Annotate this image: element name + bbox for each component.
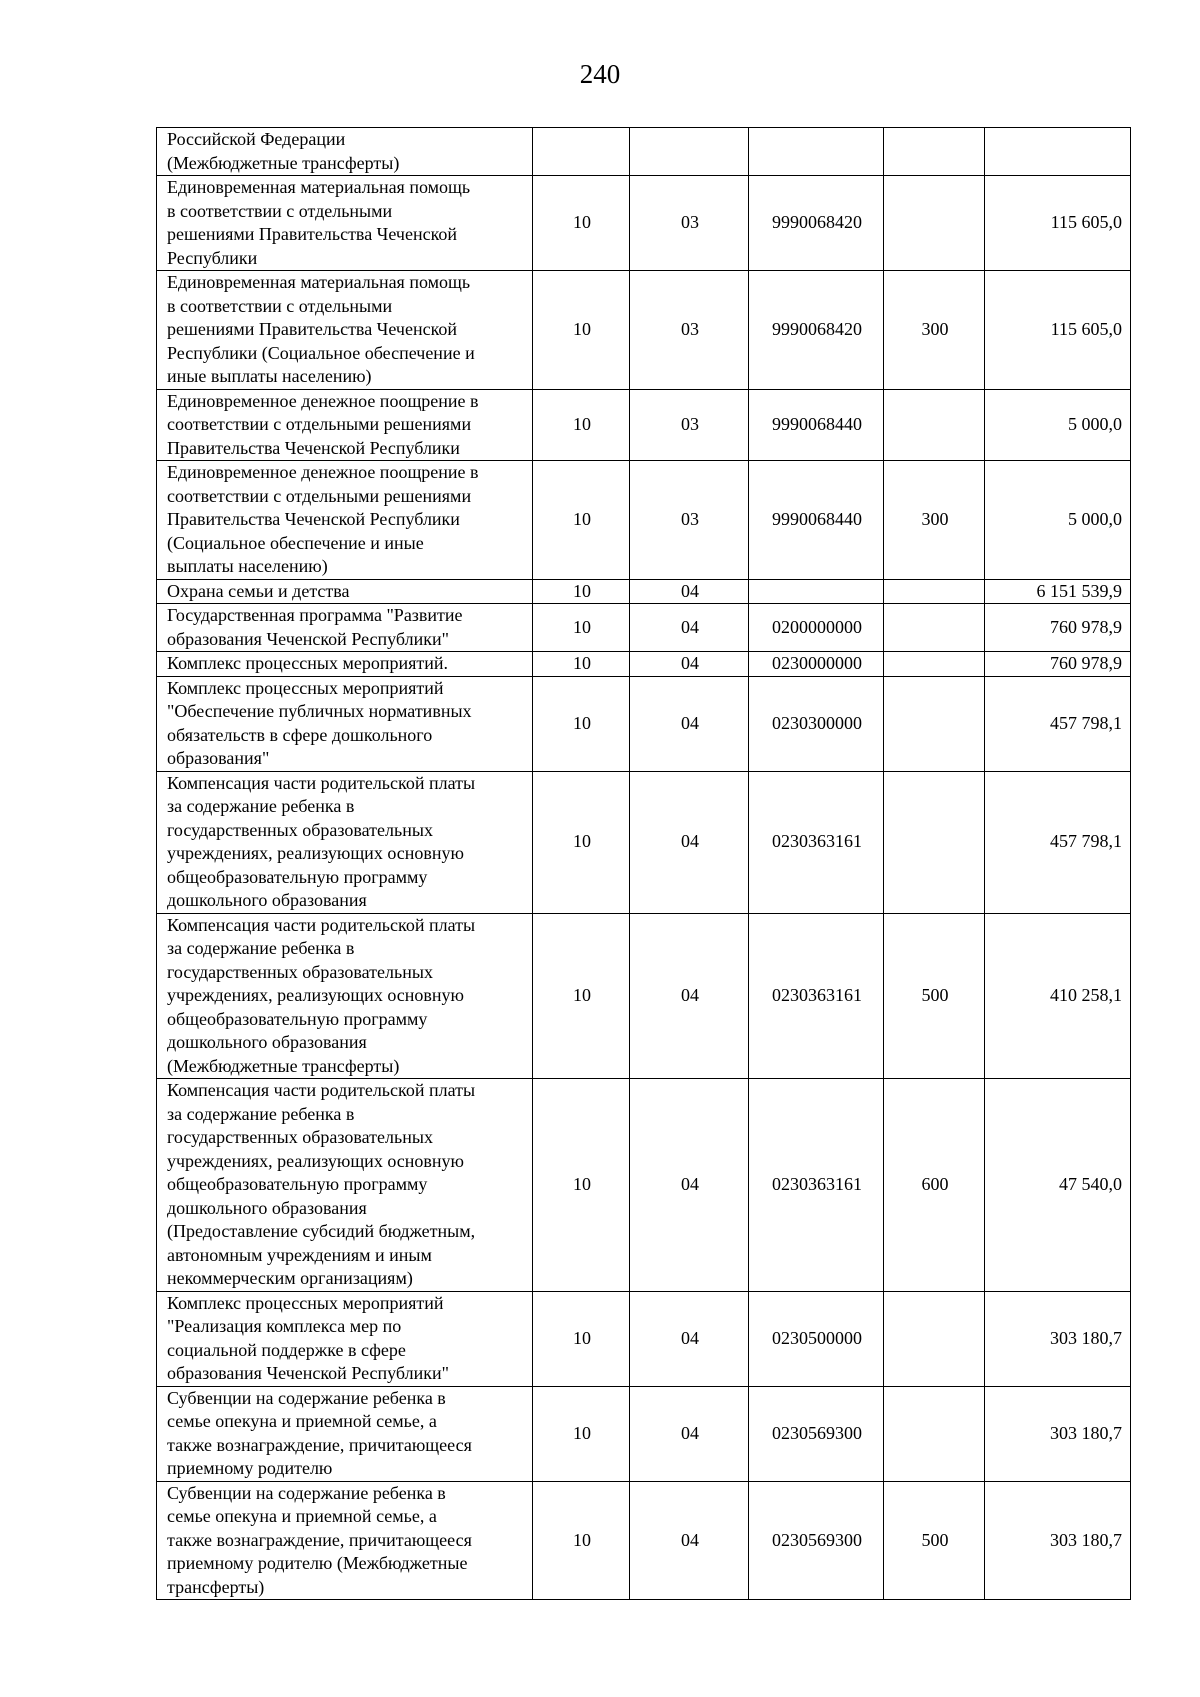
row-name-cell: Комплекс процессных мероприятий "Реализация комплекса мер по социальной поддержке в сфере образования Чеченской Республики" [157, 1291, 533, 1386]
row-section-cell: 10 [533, 389, 630, 461]
row-section-cell: 10 [533, 1291, 630, 1386]
row-name-cell: Комплекс процессных мероприятий "Обеспечение публичных нормативных обязательств в сфере дошкольного образования" [157, 676, 533, 771]
row-section-cell: 10 [533, 913, 630, 1079]
budget-table [156, 127, 1131, 1600]
row-subsection-cell: 04 [630, 652, 749, 677]
row-name-cell: Единовременное денежное поощрение в соответствии с отдельными решениями Правительства Чеченской Республики (Социальное обеспечение и иные выплаты населению) [157, 461, 533, 580]
row-amount-cell: 6 151 539,9 [985, 579, 1131, 604]
row-subsection-cell: 03 [630, 176, 749, 271]
row-expense-type-cell [884, 176, 985, 271]
table-row [157, 1291, 1131, 1386]
row-amount-cell: 115 605,0 [985, 176, 1131, 271]
row-subsection-cell: 04 [630, 604, 749, 652]
table-row [157, 771, 1131, 913]
row-amount-cell: 5 000,0 [985, 461, 1131, 580]
row-subsection-cell: 04 [630, 1079, 749, 1292]
row-section-cell: 10 [533, 1079, 630, 1292]
row-target-code-cell: 0200000000 [749, 604, 884, 652]
row-name-cell: Охрана семьи и детства [157, 579, 533, 604]
row-amount-cell: 303 180,7 [985, 1291, 1131, 1386]
row-target-code-cell: 0230500000 [749, 1291, 884, 1386]
table-row [157, 461, 1131, 580]
row-subsection-cell [630, 128, 749, 176]
row-subsection-cell: 04 [630, 579, 749, 604]
table-row [157, 1386, 1131, 1481]
row-target-code-cell: 0230000000 [749, 652, 884, 677]
row-subsection-cell: 04 [630, 1481, 749, 1600]
row-name-cell: Субвенции на содержание ребенка в семье опекуна и приемной семье, а также вознаграждение, причитающееся приемному родителю [157, 1386, 533, 1481]
row-target-code-cell: 0230300000 [749, 676, 884, 771]
row-target-code-cell: 0230569300 [749, 1386, 884, 1481]
row-amount-cell: 457 798,1 [985, 676, 1131, 771]
row-amount-cell: 457 798,1 [985, 771, 1131, 913]
row-amount-cell: 303 180,7 [985, 1481, 1131, 1600]
row-expense-type-cell [884, 389, 985, 461]
row-section-cell: 10 [533, 271, 630, 390]
row-section-cell: 10 [533, 579, 630, 604]
row-section-cell: 10 [533, 1386, 630, 1481]
table-row [157, 604, 1131, 652]
row-target-code-cell: 0230363161 [749, 1079, 884, 1292]
row-expense-type-cell [884, 1386, 985, 1481]
row-name-cell: Компенсация части родительской платы за содержание ребенка в государственных образовательных учреждениях, реализующих основную общеобразовательную программу дошкольного образования (Предоставление субсидий бюджетным, автономным учреждениям и иным некоммерческим организациям) [157, 1079, 533, 1292]
table-row [157, 128, 1131, 176]
row-amount-cell: 47 540,0 [985, 1079, 1131, 1292]
row-name-cell: Единовременная материальная помощь в соответствии с отдельными решениями Правительства Чеченской Республики (Социальное обеспечение и иные выплаты населению) [157, 271, 533, 390]
row-target-code-cell: 9990068440 [749, 389, 884, 461]
row-target-code-cell: 9990068420 [749, 271, 884, 390]
row-amount-cell: 760 978,9 [985, 604, 1131, 652]
row-subsection-cell: 04 [630, 1386, 749, 1481]
row-section-cell: 10 [533, 604, 630, 652]
row-name-cell: Государственная программа "Развитие образования Чеченской Республики" [157, 604, 533, 652]
row-expense-type-cell [884, 1291, 985, 1386]
table-row [157, 176, 1131, 271]
page-number: 240 [579, 59, 621, 89]
row-amount-cell [985, 128, 1131, 176]
row-subsection-cell: 04 [630, 676, 749, 771]
row-amount-cell: 5 000,0 [985, 389, 1131, 461]
row-target-code-cell: 9990068420 [749, 176, 884, 271]
row-section-cell: 10 [533, 652, 630, 677]
row-subsection-cell: 04 [630, 1291, 749, 1386]
row-section-cell: 10 [533, 461, 630, 580]
row-target-code-cell [749, 128, 884, 176]
row-target-code-cell: 0230569300 [749, 1481, 884, 1600]
row-amount-cell: 410 258,1 [985, 913, 1131, 1079]
row-expense-type-cell: 500 [884, 913, 985, 1079]
budget-table-body [157, 128, 1131, 1600]
row-target-code-cell [749, 579, 884, 604]
row-expense-type-cell: 300 [884, 461, 985, 580]
row-amount-cell: 760 978,9 [985, 652, 1131, 677]
row-section-cell: 10 [533, 176, 630, 271]
row-expense-type-cell [884, 604, 985, 652]
row-subsection-cell: 03 [630, 389, 749, 461]
row-expense-type-cell [884, 676, 985, 771]
row-expense-type-cell: 300 [884, 271, 985, 390]
row-expense-type-cell [884, 771, 985, 913]
table-row [157, 913, 1131, 1079]
row-section-cell: 10 [533, 1481, 630, 1600]
row-name-cell: Комплекс процессных мероприятий. [157, 652, 533, 677]
table-row [157, 1481, 1131, 1600]
row-expense-type-cell [884, 579, 985, 604]
row-subsection-cell: 04 [630, 771, 749, 913]
row-amount-cell: 303 180,7 [985, 1386, 1131, 1481]
row-name-cell: Единовременная материальная помощь в соответствии с отдельными решениями Правительства Чеченской Республики [157, 176, 533, 271]
row-subsection-cell: 03 [630, 271, 749, 390]
row-amount-cell: 115 605,0 [985, 271, 1131, 390]
table-row [157, 676, 1131, 771]
row-section-cell: 10 [533, 676, 630, 771]
row-name-cell: Компенсация части родительской платы за содержание ребенка в государственных образовательных учреждениях, реализующих основную общеобразовательную программу дошкольного образования (Межбюджетные трансферты) [157, 913, 533, 1079]
table-row [157, 1079, 1131, 1292]
row-section-cell [533, 128, 630, 176]
row-subsection-cell: 04 [630, 913, 749, 1079]
table-row [157, 271, 1131, 390]
row-target-code-cell: 0230363161 [749, 913, 884, 1079]
row-expense-type-cell [884, 128, 985, 176]
row-target-code-cell: 9990068440 [749, 461, 884, 580]
row-expense-type-cell [884, 652, 985, 677]
row-name-cell: Российской Федерации (Межбюджетные трансферты) [157, 128, 533, 176]
row-target-code-cell: 0230363161 [749, 771, 884, 913]
row-expense-type-cell: 500 [884, 1481, 985, 1600]
row-name-cell: Единовременное денежное поощрение в соответствии с отдельными решениями Правительства Чеченской Республики [157, 389, 533, 461]
row-subsection-cell: 03 [630, 461, 749, 580]
row-name-cell: Компенсация части родительской платы за содержание ребенка в государственных образовательных учреждениях, реализующих основную общеобразовательную программу дошкольного образования [157, 771, 533, 913]
table-row [157, 389, 1131, 461]
row-expense-type-cell: 600 [884, 1079, 985, 1292]
table-row [157, 579, 1131, 604]
row-section-cell: 10 [533, 771, 630, 913]
table-row [157, 652, 1131, 677]
row-name-cell: Субвенции на содержание ребенка в семье опекуна и приемной семье, а также вознаграждение, причитающееся приемному родителю (Межбюджетные трансферты) [157, 1481, 533, 1600]
